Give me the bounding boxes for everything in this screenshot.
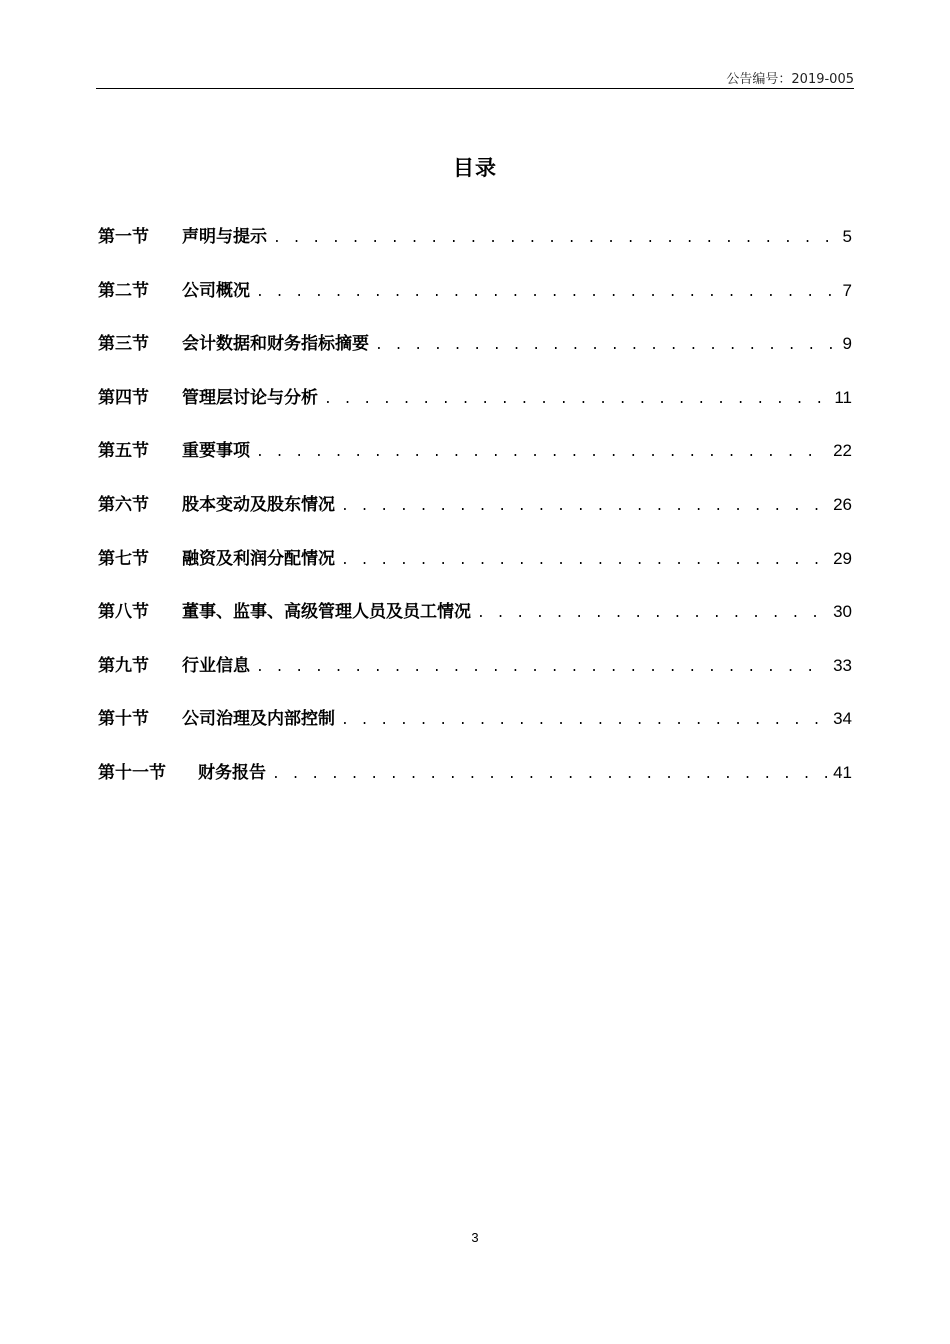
toc-entry[interactable] xyxy=(98,490,852,544)
toc-entry-title: 公司治理及内部控制 xyxy=(182,709,335,730)
toc-entry-title: 声明与提示 xyxy=(182,227,267,247)
dot-leader xyxy=(256,660,829,675)
dot-leader xyxy=(375,338,839,353)
header-divider xyxy=(96,88,854,89)
toc-section-label: 第八节 xyxy=(98,602,149,623)
dot-leader xyxy=(272,767,829,782)
toc-section-label: 第七节 xyxy=(98,548,149,569)
toc-entry-title: 会计数据和财务指标摘要 xyxy=(182,334,369,355)
toc-entry-title: 公司概况 xyxy=(182,280,250,301)
toc-page-number: 34 xyxy=(833,709,852,729)
toc-page-number: 7 xyxy=(842,280,852,300)
toc-section-label: 第五节 xyxy=(98,441,149,462)
toc-section-label: 第十一节 xyxy=(98,762,166,783)
toc-section-label: 第十节 xyxy=(98,709,149,730)
toc-section-label: 第四节 xyxy=(98,387,149,408)
toc-entry-title: 董事、监事、高级管理人员及员工情况 xyxy=(182,602,471,623)
toc-entry[interactable] xyxy=(98,544,852,598)
toc-page-number: 33 xyxy=(833,655,852,675)
dot-leader xyxy=(341,553,829,568)
dot-leader xyxy=(477,606,829,621)
toc-title: 目录 xyxy=(453,156,497,180)
toc-page-number: 29 xyxy=(833,548,852,568)
toc-entry[interactable] xyxy=(98,597,852,651)
toc-section-label: 第三节 xyxy=(98,334,149,355)
toc-entry[interactable] xyxy=(98,383,852,437)
toc-entry[interactable] xyxy=(98,436,852,490)
toc-section-label: 第九节 xyxy=(98,655,149,676)
toc-entry-title: 行业信息 xyxy=(182,655,250,676)
toc-entry[interactable] xyxy=(98,329,852,383)
toc-section-label: 第二节 xyxy=(98,280,149,301)
dot-leader xyxy=(273,231,839,246)
dot-leader xyxy=(341,713,829,728)
toc-entry-title: 管理层讨论与分析 xyxy=(182,387,318,408)
toc-page-number: 9 xyxy=(842,334,852,354)
toc-page-number: 26 xyxy=(833,494,852,514)
toc-entry[interactable] xyxy=(98,276,852,330)
toc-page-number: 30 xyxy=(833,602,852,622)
toc-entry-title: 重要事项 xyxy=(182,441,250,462)
toc-entry[interactable] xyxy=(98,651,852,705)
toc-entry[interactable] xyxy=(98,758,852,812)
toc-entry-title: 财务报告 xyxy=(198,762,266,783)
dot-leader xyxy=(324,392,830,407)
toc-entry[interactable] xyxy=(98,222,852,276)
page-number: 3 xyxy=(471,1230,479,1245)
dot-leader xyxy=(256,445,829,460)
toc-page-number: 41 xyxy=(833,762,852,782)
toc-page-number: 5 xyxy=(842,227,852,246)
table-of-contents xyxy=(98,222,852,812)
toc-entry-title: 股本变动及股东情况 xyxy=(182,494,335,515)
toc-page-number: 22 xyxy=(833,441,852,461)
toc-entry[interactable] xyxy=(98,704,852,758)
toc-section-label: 第一节 xyxy=(98,227,149,247)
announcement-number: 公告编号：2019-005 xyxy=(726,72,854,87)
toc-page-number: 11 xyxy=(834,387,852,407)
dot-leader xyxy=(341,499,829,514)
dot-leader xyxy=(256,285,839,300)
toc-section-label: 第六节 xyxy=(98,494,149,515)
toc-entry-title: 融资及利润分配情况 xyxy=(182,548,335,569)
